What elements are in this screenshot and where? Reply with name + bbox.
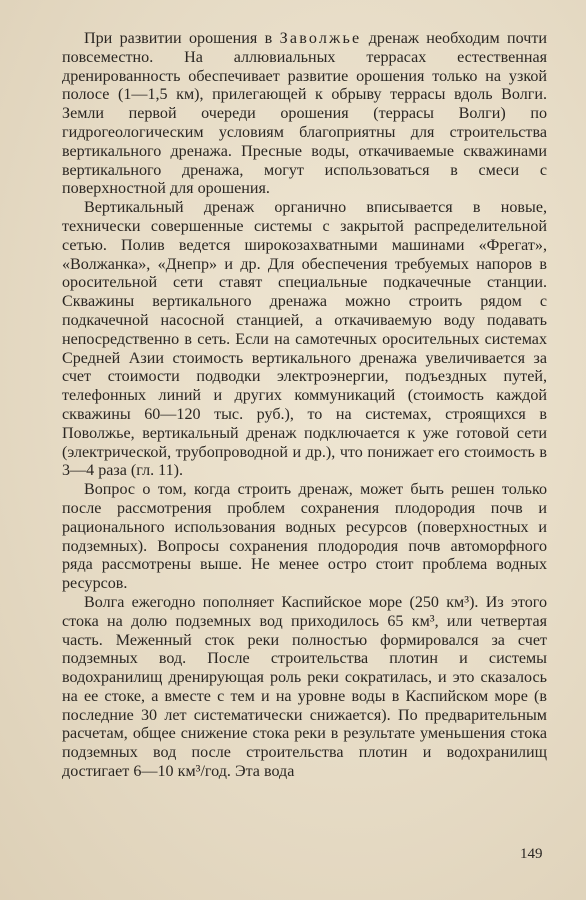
page-text bbox=[62, 30, 547, 782]
paragraph-3: Вопрос о том, когда строить дренаж, может быть решен только после рассмотрения проблем сохранения плодородия почв и рационального использования водных ресурсов (поверхностных и подземных). Вопросы сохранения плодородия почв автоморфного ряда рассмотрены выше. Не менее остро стоит проблема водных ресурсов. bbox=[62, 481, 547, 593]
page-number: 149 bbox=[520, 846, 543, 862]
paragraph-4: Волга ежегодно пополняет Каспийское море (250 км³). Из этого стока на долю подземных вод приходилось 65 км³, или четвертая часть. Меженный сток реки полностью формировался за счет подземных вод. После строительства плотин и системы водохранилищ дренирующая роль реки сократилась, и это сказалось на ее стоке, а вместе с тем и на уровне воды в Каспийском море (в последние 30 лет систематически снижается). По предварительным расчетам, общее снижение стока реки в результате уменьшения стока подземных вод после строительства плотин и водохранилищ достигает 6—10 км³/год. Эта вода bbox=[62, 593, 547, 781]
paragraph-1 bbox=[62, 30, 547, 199]
paragraph-1-spaced-word: Заволжье bbox=[279, 30, 362, 47]
paragraph-2: Вертикальный дренаж органично вписывается в новые, технически совершенные системы с закрытой распределительной сетью. Полив ведется широкозахватными машинами «Фрегат», «Волжанка», «Днепр» и др. Для обеспечения требуемых напоров в оросительной сети ставят специальные подкачечные станции. Скважины вертикального дренажа можно строить рядом с подкачечной насосной станцией, а откачиваемую воду подавать непосредственно в сеть. Если на самотечных оросительных системах Средней Азии стоимость вертикального дренажа увеличивается за счет стоимости подводки электроэнергии, подъездных путей, телефонных линий и других коммуникаций (стоимость каждой скважины 60—120 тыс. руб.), то на системах, строящихся в Поволжье, вертикальный дренаж подключается к уже готовой сети (электрической, трубопроводной и др.), что понижает его стоимость в 3—4 раза (гл. 11). bbox=[62, 199, 547, 480]
paragraph-1-rest: дренаж необходим почти повсеместно. На аллювиальных террасах естественная дренированность обеспечивает развитие орошения только на узкой полосе (1—1,5 км), прилегающей к обрыву террасы вдоль Волги. Земли первой очереди орошения (террасы Волги) по гидрогеологическим условиям благоприятны для строительства вертикального дренажа. Пресные воды, откачиваемые скважинами вертикального дренажа, могут использоваться в смеси с поверхностной для орошения. bbox=[62, 30, 548, 198]
paragraph-1-start: При развитии орошения в bbox=[84, 30, 280, 47]
